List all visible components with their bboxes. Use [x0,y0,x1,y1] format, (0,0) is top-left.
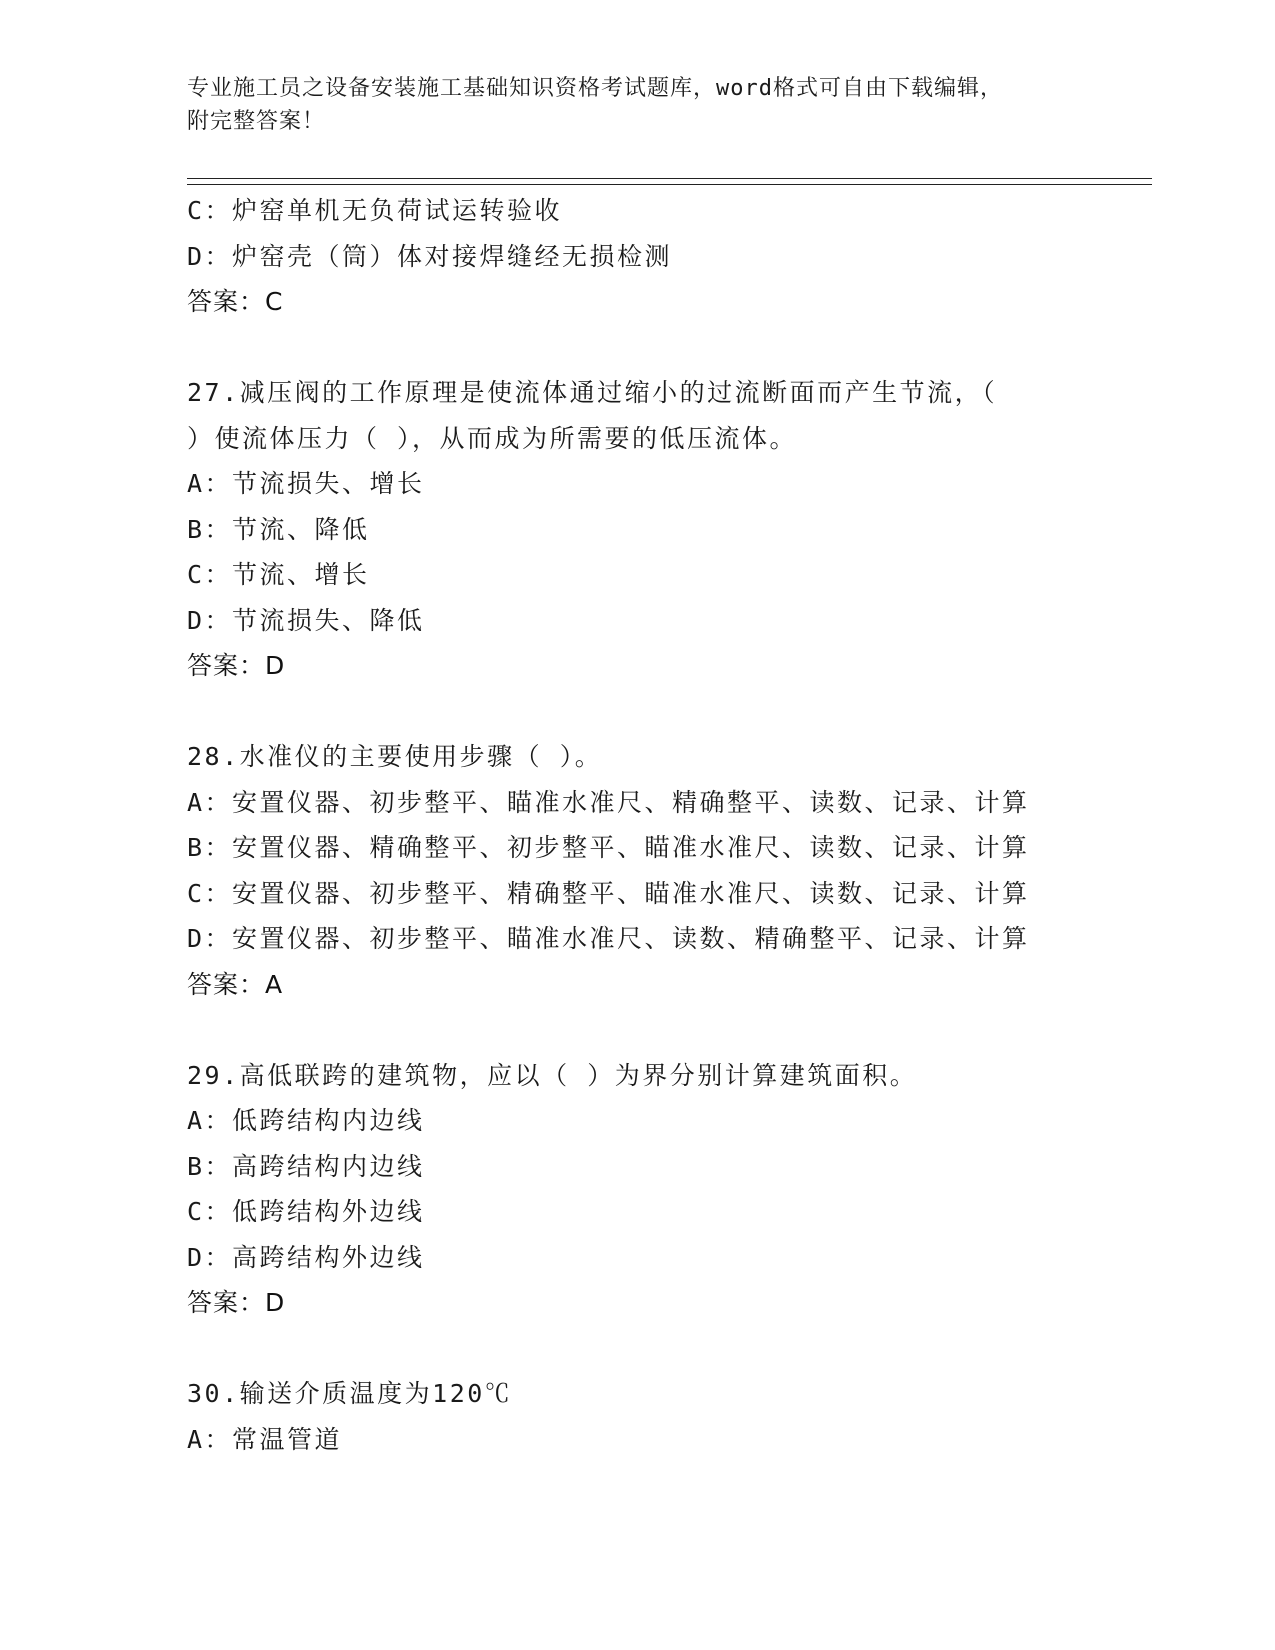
question-stem-line-1: 27.减压阀的工作原理是使流体通过缩小的过流断面而产生节流，（ [187,378,998,407]
option-b: B：高跨结构内边线 [187,1151,425,1181]
option-c: C：安置仪器、初步整平、精确整平、瞄准水准尺、读数、记录、计算 [187,878,1030,908]
header-title-line-1: 专业施工员之设备安装施工基础知识资格考试题库，word格式可自由下载编辑， [187,76,1003,101]
option-c: C：低跨结构外边线 [187,1197,425,1226]
option-c: C：炉窑单机无负荷试运转验收 [187,196,563,225]
question-27 [187,370,1117,689]
option-d: D：安置仪器、初步整平、瞄准水准尺、读数、精确整平、记录、计算 [187,924,1030,953]
answer-line: 答案：C [187,287,284,316]
header-divider [187,178,1152,185]
question-26 [187,188,1117,325]
spacer [187,325,1117,371]
option-d: D：炉窑壳（筒）体对接焊缝经无损检测 [187,241,673,271]
question-29 [187,1053,1117,1326]
question-stem: 30.输送介质温度为120℃ [187,1379,513,1408]
option-c: C：节流、增长 [187,560,370,589]
question-stem: 29.高低联跨的建筑物，应以（ ）为界分别计算建筑面积。 [187,1060,918,1090]
question-stem: 28.水准仪的主要使用步骤（ ）。 [187,742,603,771]
question-28 [187,734,1117,1007]
option-b: B：安置仪器、精确整平、初步整平、瞄准水准尺、读数、记录、计算 [187,833,1030,862]
option-a: A：安置仪器、初步整平、瞄准水准尺、精确整平、读数、记录、计算 [187,787,1030,817]
option-d: D：高跨结构外边线 [187,1242,425,1272]
option-b: B：节流、降低 [187,514,370,544]
option-a: A：常温管道 [187,1424,343,1454]
answer-line: 答案：A [187,969,284,999]
question-stem-line-2: ）使流体压力（ ），从而成为所需要的低压流体。 [187,423,798,453]
option-d: D：节流损失、降低 [187,605,425,635]
answer-line: 答案：D [187,1288,286,1317]
spacer [187,1326,1117,1372]
question-30 [187,1371,1117,1462]
option-a: A：低跨结构内边线 [187,1106,425,1135]
header-title-line-2: 附完整答案！ [187,109,326,134]
spacer [187,1007,1117,1053]
question-list [187,188,1117,1462]
option-a: A：节流损失、增长 [187,469,425,498]
answer-line: 答案：D [187,651,286,680]
spacer [187,689,1117,735]
document-header [187,72,1087,138]
